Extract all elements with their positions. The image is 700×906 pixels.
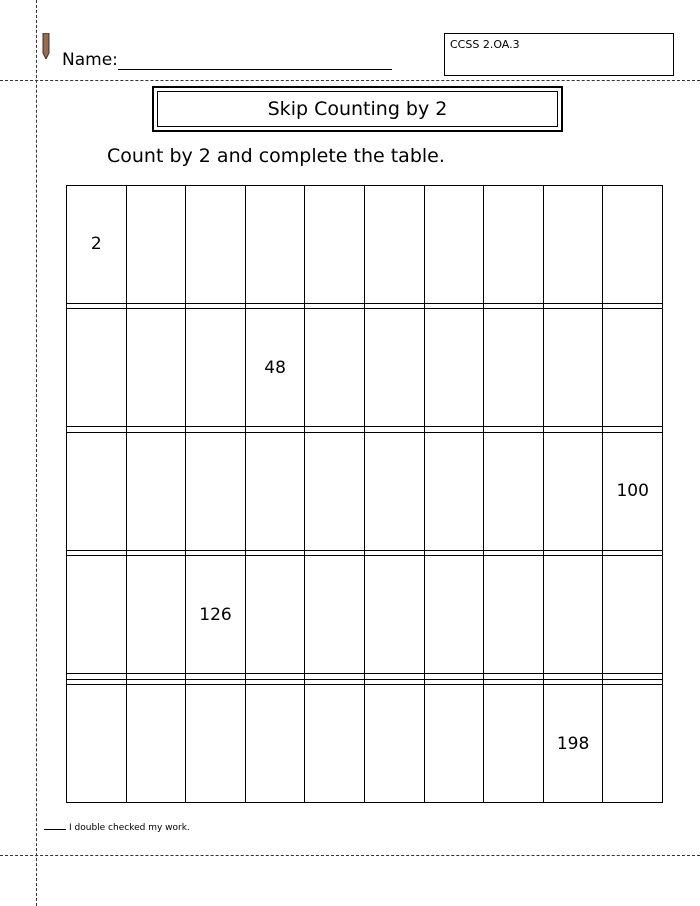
grid-cell[interactable] [484, 685, 544, 803]
grid-cell[interactable] [245, 186, 305, 304]
grid-cell[interactable] [67, 432, 127, 550]
check-text: I double checked my work. [69, 823, 190, 833]
cut-line-bottom [0, 855, 700, 856]
grid-cell[interactable] [424, 556, 484, 674]
name-field[interactable] [118, 69, 392, 70]
grid-cell[interactable] [245, 556, 305, 674]
grid-cell[interactable] [305, 309, 365, 427]
grid-cell[interactable] [305, 432, 365, 550]
grid-cell[interactable] [305, 186, 365, 304]
grid-cell[interactable] [603, 685, 663, 803]
grid-cell[interactable] [126, 186, 186, 304]
grid-row [67, 432, 663, 550]
grid-cell[interactable]: 198 [543, 685, 603, 803]
cut-line-top [0, 80, 700, 81]
cut-line-vertical [36, 0, 37, 906]
grid-cell[interactable] [245, 432, 305, 550]
grid-cell[interactable] [364, 432, 424, 550]
grid-cell[interactable] [67, 309, 127, 427]
footer-check [44, 823, 190, 833]
grid-cell[interactable] [364, 685, 424, 803]
grid-cell[interactable]: 100 [603, 432, 663, 550]
standard-code: CCSS 2.OA.3 [450, 38, 520, 51]
grid-cell[interactable] [126, 556, 186, 674]
grid-cell[interactable] [543, 186, 603, 304]
grid-cell[interactable]: 2 [67, 186, 127, 304]
grid-cell[interactable] [305, 685, 365, 803]
grid-cell[interactable] [543, 556, 603, 674]
grid-row [67, 685, 663, 803]
grid-row [67, 186, 663, 304]
grid-row [67, 309, 663, 427]
pencil-icon [42, 33, 50, 59]
grid-cell[interactable] [186, 685, 246, 803]
grid-cell[interactable] [186, 309, 246, 427]
grid-cell[interactable] [364, 309, 424, 427]
standard-box [444, 33, 674, 76]
grid-cell[interactable] [603, 309, 663, 427]
counting-grid [66, 185, 663, 803]
grid-cell[interactable]: 126 [186, 556, 246, 674]
grid-cell[interactable] [424, 309, 484, 427]
grid-row [67, 556, 663, 674]
grid-cell[interactable] [424, 186, 484, 304]
grid-cell[interactable] [186, 432, 246, 550]
grid-cell[interactable] [484, 186, 544, 304]
grid-cell[interactable] [603, 186, 663, 304]
grid-cell[interactable] [364, 556, 424, 674]
grid-cell[interactable] [67, 556, 127, 674]
grid-cell[interactable] [603, 556, 663, 674]
grid-cell[interactable] [543, 432, 603, 550]
grid-cell[interactable] [67, 685, 127, 803]
name-label: Name: [62, 50, 118, 70]
grid-cell[interactable] [305, 556, 365, 674]
grid-cell[interactable] [364, 186, 424, 304]
grid-cell[interactable]: 48 [245, 309, 305, 427]
grid-cell[interactable] [484, 432, 544, 550]
grid-cell[interactable] [424, 432, 484, 550]
worksheet-title: Skip Counting by 2 [157, 91, 558, 127]
grid-cell[interactable] [543, 309, 603, 427]
title-box [152, 86, 563, 132]
check-blank[interactable] [44, 829, 66, 830]
grid-cell[interactable] [126, 432, 186, 550]
grid-cell[interactable] [424, 685, 484, 803]
instruction-text: Count by 2 and complete the table. [107, 145, 445, 167]
grid-cell[interactable] [484, 556, 544, 674]
grid-cell[interactable] [484, 309, 544, 427]
grid-cell[interactable] [186, 186, 246, 304]
grid-cell[interactable] [126, 309, 186, 427]
grid-cell[interactable] [245, 685, 305, 803]
grid-cell[interactable] [126, 685, 186, 803]
